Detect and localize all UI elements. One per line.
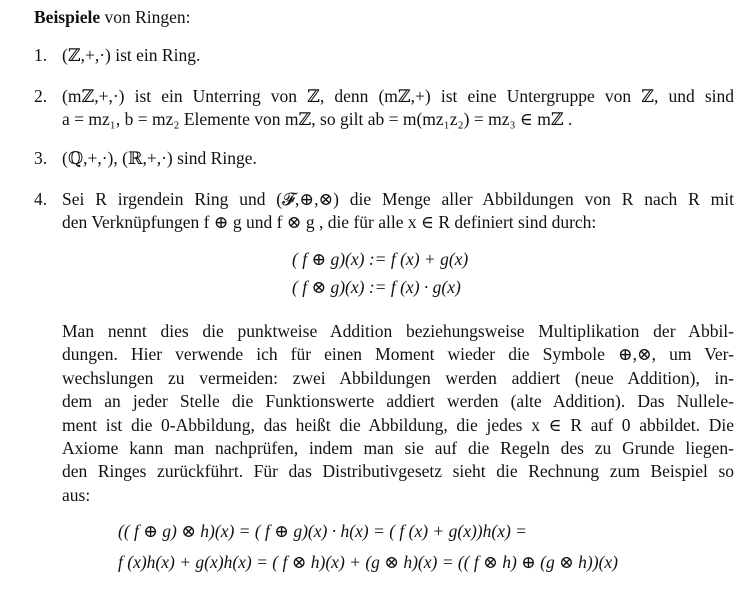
paragraph-line: aus: — [62, 484, 91, 505]
paragraph-line: dungen. Hier verwende ich für einen Moment wieder die Symbole ⊕,⊗, um Ver- — [62, 344, 734, 365]
paragraph-line: wechslungen zu vermeiden: zwei Abbildungen werden addiert (neue Addition), in- — [62, 367, 734, 388]
definition-product: ( f ⊗ g)(x) := f (x) · g(x) — [292, 277, 461, 297]
example-number: 1. — [34, 45, 48, 65]
example-text: den Verknüpfungen f ⊕ g und f ⊗ g , die für alle x ∈ R definiert sind durch: — [62, 212, 597, 232]
distributive-equation-2: f (x)h(x) + g(x)h(x) = ( f ⊗ h)(x) + (g ⊗ h)(x) = (( f ⊗ h) ⊕ (g ⊗ h))(x) — [118, 552, 618, 572]
paragraph-line: Axiome kann man nachprüfen, indem man sie auf die Regeln des zu Grunde liegen- — [62, 438, 734, 459]
paragraph-line: dem an jeder Stelle die Funktionswerte addiert werden (alte Addition). Das Nullele- — [62, 391, 734, 412]
example-text: (mℤ,+,·) ist ein Unterring von ℤ, denn (mℤ,+) ist eine Untergruppe von ℤ, und sind — [62, 86, 734, 106]
paragraph-line: Man nennt dies die punktweise Addition beziehungsweise Multiplikation der Abbil- — [62, 321, 734, 341]
explanation-paragraph — [62, 320, 734, 507]
paragraph-line: ment ist die 0-Abbildung, das heißt die Abbildung, die jedes x ∈ R auf 0 abbildet. Die — [62, 414, 734, 435]
example-text: (ℤ,+,·) ist ein Ring. — [62, 45, 201, 65]
example-text: a = mz₁, b = mz₂ Elemente von mℤ, so gilt ab = m(mz₁z₂) = mz₃ ∈ mℤ . — [62, 109, 573, 129]
heading-rest: von Ringen: — [100, 7, 191, 27]
example-text: (ℚ,+,·), (ℝ,+,·) sind Ringe. — [62, 148, 257, 168]
example-text: Sei R irgendein Ring und (𝓕,⊕,⊗) die Menge aller Abbildungen von R nach R mit — [62, 189, 734, 209]
definition-sum: ( f ⊕ g)(x) := f (x) + g(x) — [292, 249, 469, 269]
paragraph-line: den Ringes zurückführt. Für das Distributivgesetz sieht die Rechnung zum Beispiel so — [62, 461, 734, 482]
example-number: 3. — [34, 148, 48, 168]
section-heading — [34, 6, 191, 29]
distributive-equation-1: (( f ⊕ g) ⊗ h)(x) = ( f ⊕ g)(x) · h(x) = ( f (x) + g(x))h(x) = — [118, 521, 527, 541]
example-number: 4. — [34, 189, 48, 209]
example-number: 2. — [34, 86, 48, 106]
heading-bold: Beispiele — [34, 7, 101, 27]
